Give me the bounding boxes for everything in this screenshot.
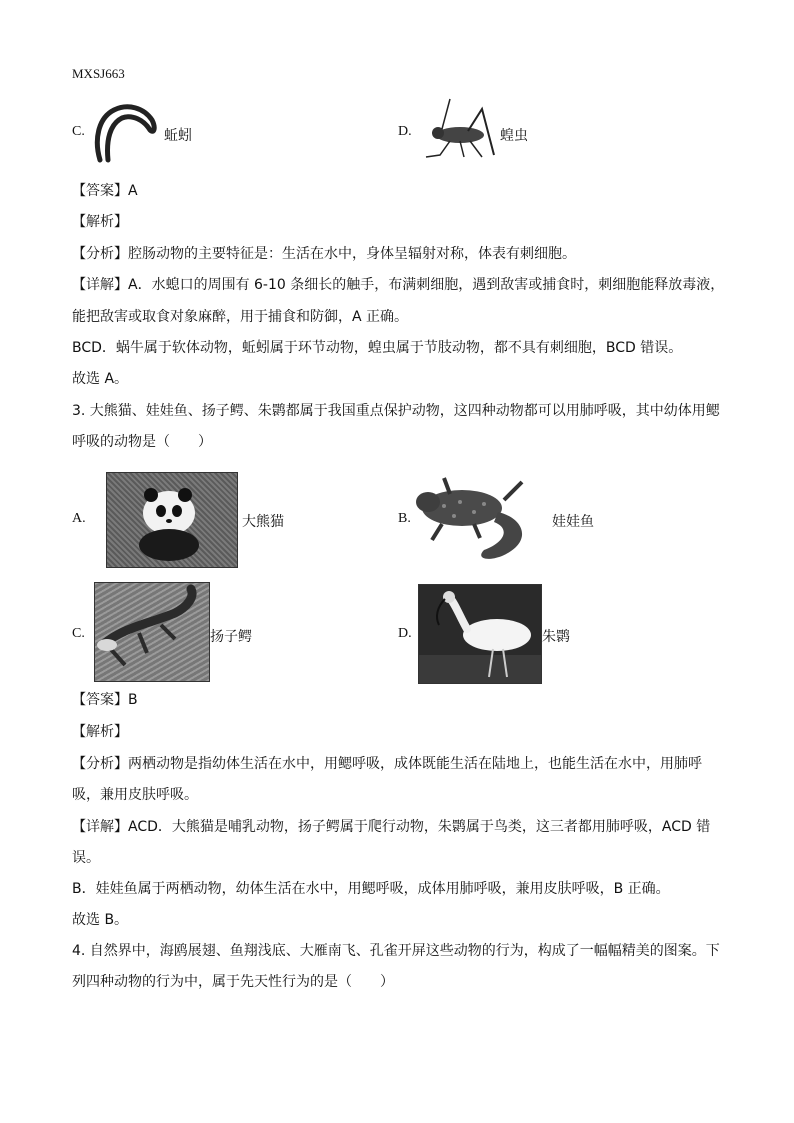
- q3-option-b-label: 娃娃鱼: [552, 514, 594, 530]
- q2-detail-line-2: 能把敌害或取食对象麻醉，用于捕食和防御，A 正确。: [72, 309, 409, 325]
- q2-option-c-label: 蚯蚓: [164, 128, 192, 144]
- document-code: MXSJ663: [72, 66, 125, 81]
- q3-analysis-line-2: 吸，兼用皮肤呼吸。: [72, 787, 198, 803]
- q3-analysis-title: 【解析】: [72, 724, 128, 740]
- q2-detail-line-3: BCD．蜗牛属于软体动物，蚯蚓属于环节动物，蝗虫属于节肢动物，都不具有刺细胞，BCD 错误。: [72, 340, 683, 356]
- q3-detail-line-3: B．娃娃鱼属于两栖动物，幼体生活在水中，用鳃呼吸，成体用肺呼吸，兼用皮肤呼吸，B 正确。: [72, 881, 670, 897]
- q3-option-a-label: 大熊猫: [242, 514, 284, 530]
- q3-option-d-letter: D.: [398, 626, 412, 641]
- giant-panda-image: [106, 472, 238, 568]
- crested-ibis-image: [418, 584, 542, 684]
- earthworm-icon: [92, 100, 162, 166]
- q4-stem-line-1: 4. 自然界中，海鸥展翅、鱼翔浅底、大雁南飞、孔雀开屏这些动物的行为，构成了一幅幅精美的图案。下: [72, 943, 720, 959]
- chinese-alligator-image: [94, 582, 210, 682]
- q2-option-d-label: 蝗虫: [500, 128, 528, 144]
- q3-option-a-letter: A.: [72, 511, 86, 526]
- grasshopper-icon: [420, 95, 500, 163]
- q3-answer: 【答案】B: [72, 692, 138, 708]
- q2-option-d-letter: D.: [398, 124, 412, 139]
- q3-option-d-label: 朱鹮: [542, 629, 570, 645]
- q2-detail-line-1: 【详解】A．水螅口的周围有 6-10 条细长的触手，布满刺细胞，遇到敌害或捕食时，刺细胞能释放毒液，: [72, 277, 725, 293]
- q2-analysis: 【分析】腔肠动物的主要特征是：生活在水中，身体呈辐射对称，体表有刺细胞。: [72, 246, 576, 262]
- q3-stem-line-2: 呼吸的动物是（ ）: [72, 434, 212, 450]
- q2-conclusion: 故选 A。: [72, 371, 129, 387]
- q2-analysis-title: 【解析】: [72, 214, 128, 230]
- q3-analysis-line-1: 【分析】两栖动物是指幼体生活在水中，用鳃呼吸，成体既能生活在陆地上，也能生活在水中，用肺呼: [72, 756, 702, 772]
- q2-option-c-letter: C.: [72, 124, 85, 139]
- q3-option-b-letter: B.: [398, 511, 411, 526]
- q2-answer: 【答案】A: [72, 183, 138, 199]
- q3-detail-line-2: 误。: [72, 850, 100, 866]
- q3-detail-line-1: 【详解】ACD．大熊猫是哺乳动物，扬子鳄属于爬行动物，朱鹮属于鸟类，这三者都用肺呼吸，ACD 错: [72, 819, 711, 835]
- giant-salamander-image: [414, 472, 548, 564]
- q4-stem-line-2: 列四种动物的行为中，属于先天性行为的是（ ）: [72, 974, 394, 990]
- q3-stem-line-1: 3. 大熊猫、娃娃鱼、扬子鳄、朱鹮都属于我国重点保护动物，这四种动物都可以用肺呼吸，其中幼体用鳃: [72, 403, 720, 419]
- q3-option-c-letter: C.: [72, 626, 85, 641]
- q3-option-c-label: 扬子鳄: [210, 629, 252, 645]
- q3-conclusion: 故选 B。: [72, 912, 129, 928]
